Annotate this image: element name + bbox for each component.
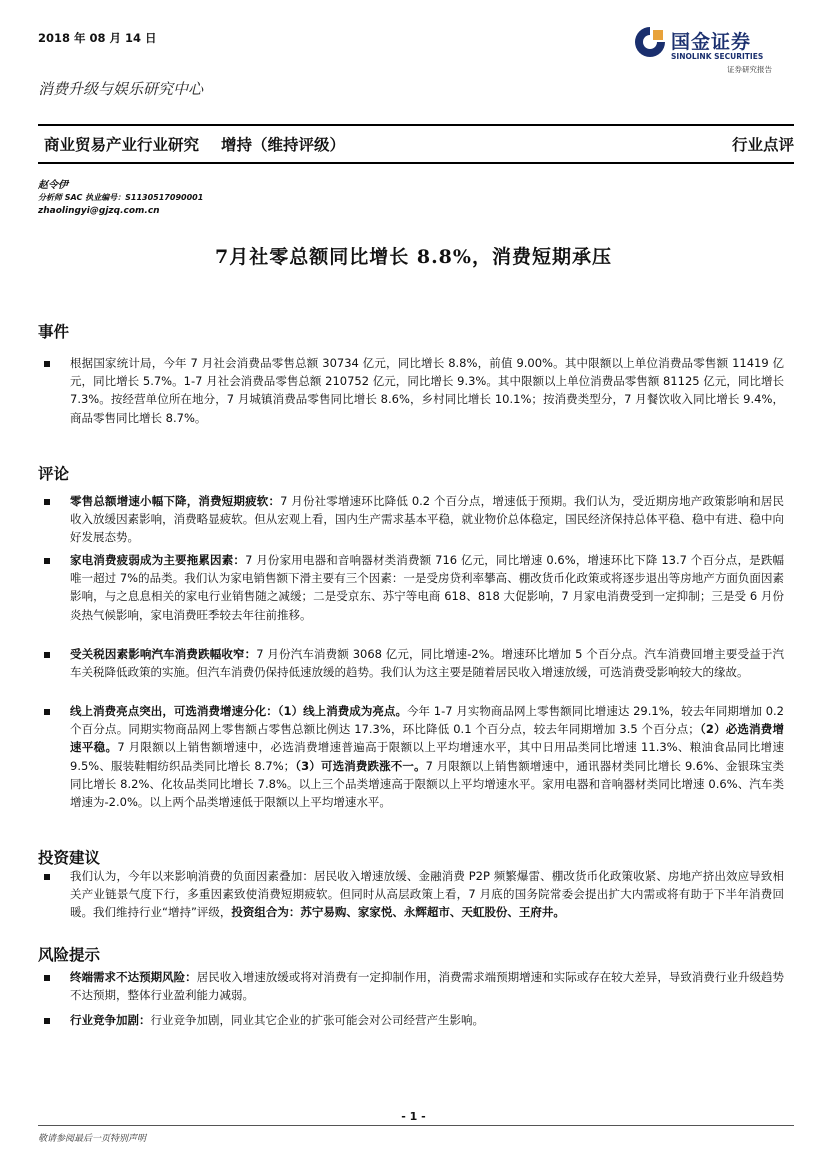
industry-rating [44, 133, 345, 155]
industry-bar [38, 124, 794, 164]
risk-1-text: 居民收入增速放缓或将对消费有一定抑制作用，消费需求端预期增速和实际或存在较大差异，导致消费行业升级趋势不达预期，整体行业盈利能力减弱。 [70, 970, 785, 1003]
comment-2-text: 7 月份家用电器和音响器材类消费额 716 亿元，同比增速 0.6%，增速环比下降 13.7 个百分点，是跌幅唯一超过 7%的品类。我们认为家电销售额下滑主要有三个因素：一是受房贷利率攀高、棚改货币化政策或将逐步退出等房地产方面负面因素影响，与之息息相关的家电行业销售随之减缓；二是受京东、苏宁等电商 618、818 大促影响，7 月家电消费受到一定抑制；三是受 6 月份炎热气候影响，家电消费旺季较去年往前推移。 [70, 553, 784, 622]
bullet-icon [44, 499, 50, 505]
author-name: 赵令伊 [38, 180, 68, 191]
comment-paragraph-3 [70, 645, 784, 681]
section-heading-event: 事件 [38, 322, 70, 341]
comment-1-text: 7 月份社零增速环比降低 0.2 个百分点，增速低于预期。我们认为，受近期房地产政策影响和居民收入放缓因素影响，消费略显疲软。但从宏观上看，国内生产需求基本平稳，就业物价总体稳定，国民经济保持总体平稳、稳中有进、稳中向好发展态势。 [70, 494, 784, 545]
invest-portfolio: 投资组合为：苏宁易购、家家悦、永辉超市、天虹股份、王府井。 [231, 905, 565, 920]
comment-4-text-c: 7 月限额以上销售额增速中，通讯器材类同比增长 9.6%、金银珠宝类同比增长 8.2%、化妆品类同比增长 7.8%。以上三个品类增速高于限额以上平均增速水平。家用电器和音响器材类同比增速 0.6%、汽车类增速为-2.0%。以上两个品类增速低于限额以上平均增速水平。 [70, 758, 784, 810]
logo-en-text: SINOLINK SECURITIES [671, 52, 764, 61]
comment-4-lead-3: （3）可选消费跌涨不一。 [295, 758, 426, 773]
bullet-icon [44, 709, 50, 715]
report-date: 2018 年 08 月 14 日 [38, 31, 157, 45]
comment-4-lead: 线上消费亮点突出，可选消费增速分化：（1）线上消费成为亮点。 [70, 704, 408, 718]
risk-2-text: 行业竞争加剧，同业其它企业的扩张可能会对公司经营产生影响。 [150, 1013, 484, 1027]
research-center: 消费升级与娱乐研究中心 [38, 80, 204, 98]
bullet-icon [44, 558, 50, 564]
industry-name: 商业贸易产业行业研究 [44, 136, 200, 154]
section-heading-comment: 评论 [38, 464, 70, 483]
comment-1-lead: 零售总额增速小幅下降，消费短期疲软： [70, 494, 281, 508]
bullet-icon [44, 975, 50, 981]
comment-4-text-a: 今年 1-7 月实物商品网上零售额同比增速达 29.1%，较去年同期增加 0.2 个百分点。同期实物商品网上零售额占零售总额比例达 17.3%，环比降低 0.1 个百分点，较去年同期增加 3.5 个百分点； [70, 704, 784, 737]
report-type: 行业点评 [731, 135, 794, 154]
risk-paragraph-1 [70, 968, 784, 1004]
footer-disclaimer: 敬请参阅最后一页特别声明 [38, 1134, 147, 1144]
page-number: - 1 - [401, 1110, 426, 1123]
comment-4-text-b: 7 月限额以上销售额增速中，必选消费增速普遍高于限额以上平均增速水平，其中日用品类同比增速 11.3%、粮油食品同比增速 9.5%、服装鞋帽纺织品类同比增长 8.7%； [70, 740, 785, 773]
sinolink-logo-icon [633, 25, 667, 59]
bullet-icon [44, 652, 50, 658]
comment-2-lead: 家电消费疲弱成为主要拖累因素： [70, 553, 246, 567]
invest-paragraph [70, 867, 784, 922]
invest-text: 我们认为，今年以来影响消费的负面因素叠加：居民收入增速放缓、金融消费 P2P 频繁爆雷、棚改货币化政策收紧、房地产挤出效应导致相关产业链景气度下行，多重因素致使消费短期疲软。但同时从高层政策上看，7 月底的国务院常委会提出扩大内需或将有助于下半年消费回暖。我们维持行业“增持”评级， [70, 869, 784, 920]
event-paragraph: 根据国家统计局，今年 7 月社会消费品零售总额 30734 亿元，同比增长 8.8%，前值 9.00%。其中限额以上单位消费品零售额 11419 亿元，同比增长 5.7%。1-7 月社会消费品零售总额 210752 亿元，同比增长 9.3%。其中限额以上单位消费品零售额 81125 亿元，同比增长 7.3%。按经营单位所在地分，7 月城镇消费品零售同比增长 8.6%，乡村同比增长 10.1%；按消费类型分，7 月餐饮收入同比增长 9.4%，商品零售同比增长 8.7%。 [70, 356, 784, 425]
author-email[interactable]: zhaolingyi@gjzq.com.cn [38, 206, 160, 216]
risk-paragraph-2 [70, 1011, 784, 1029]
comment-paragraph-2 [70, 551, 784, 624]
section-heading-risk: 风险提示 [38, 945, 101, 964]
risk-2-lead: 行业竞争加剧： [70, 1013, 151, 1027]
bullet-icon [44, 361, 50, 367]
report-label: 证券研究报告 [727, 65, 772, 74]
bullet-icon [44, 874, 50, 880]
report-title: 7月社零总额同比增长 8.8%，消费短期承压 [215, 246, 612, 268]
comment-paragraph-4 [70, 702, 784, 811]
risk-1-lead: 终端需求不达预期风险： [70, 970, 197, 984]
bullet-icon [44, 1018, 50, 1024]
footer-divider [38, 1125, 794, 1126]
logo-cn-text: 国金证券 [671, 31, 752, 53]
section-heading-invest: 投资建议 [38, 848, 101, 867]
author-sac: 分析师 SAC 执业编号：S1130517090001 [38, 193, 204, 202]
brand-logo [633, 25, 793, 77]
comment-paragraph-1 [70, 492, 784, 547]
rating: 增持（维持评级） [221, 136, 346, 154]
comment-4-lead-2: （2）必选消费增速平稳。 [70, 722, 784, 755]
comment-3-text: 7 月份汽车消费额 3068 亿元，同比增速-2%。增速环比增加 5 个百分点。汽车消费回增主要受益于汽车关税降低政策的实施。但汽车消费仍保持低速放缓的趋势。我们认为这主要是随着居民收入增速放缓，可选消费受影响较大的缘故。 [70, 647, 785, 680]
comment-3-lead: 受关税因素影响汽车消费跌幅收窄： [70, 647, 257, 661]
